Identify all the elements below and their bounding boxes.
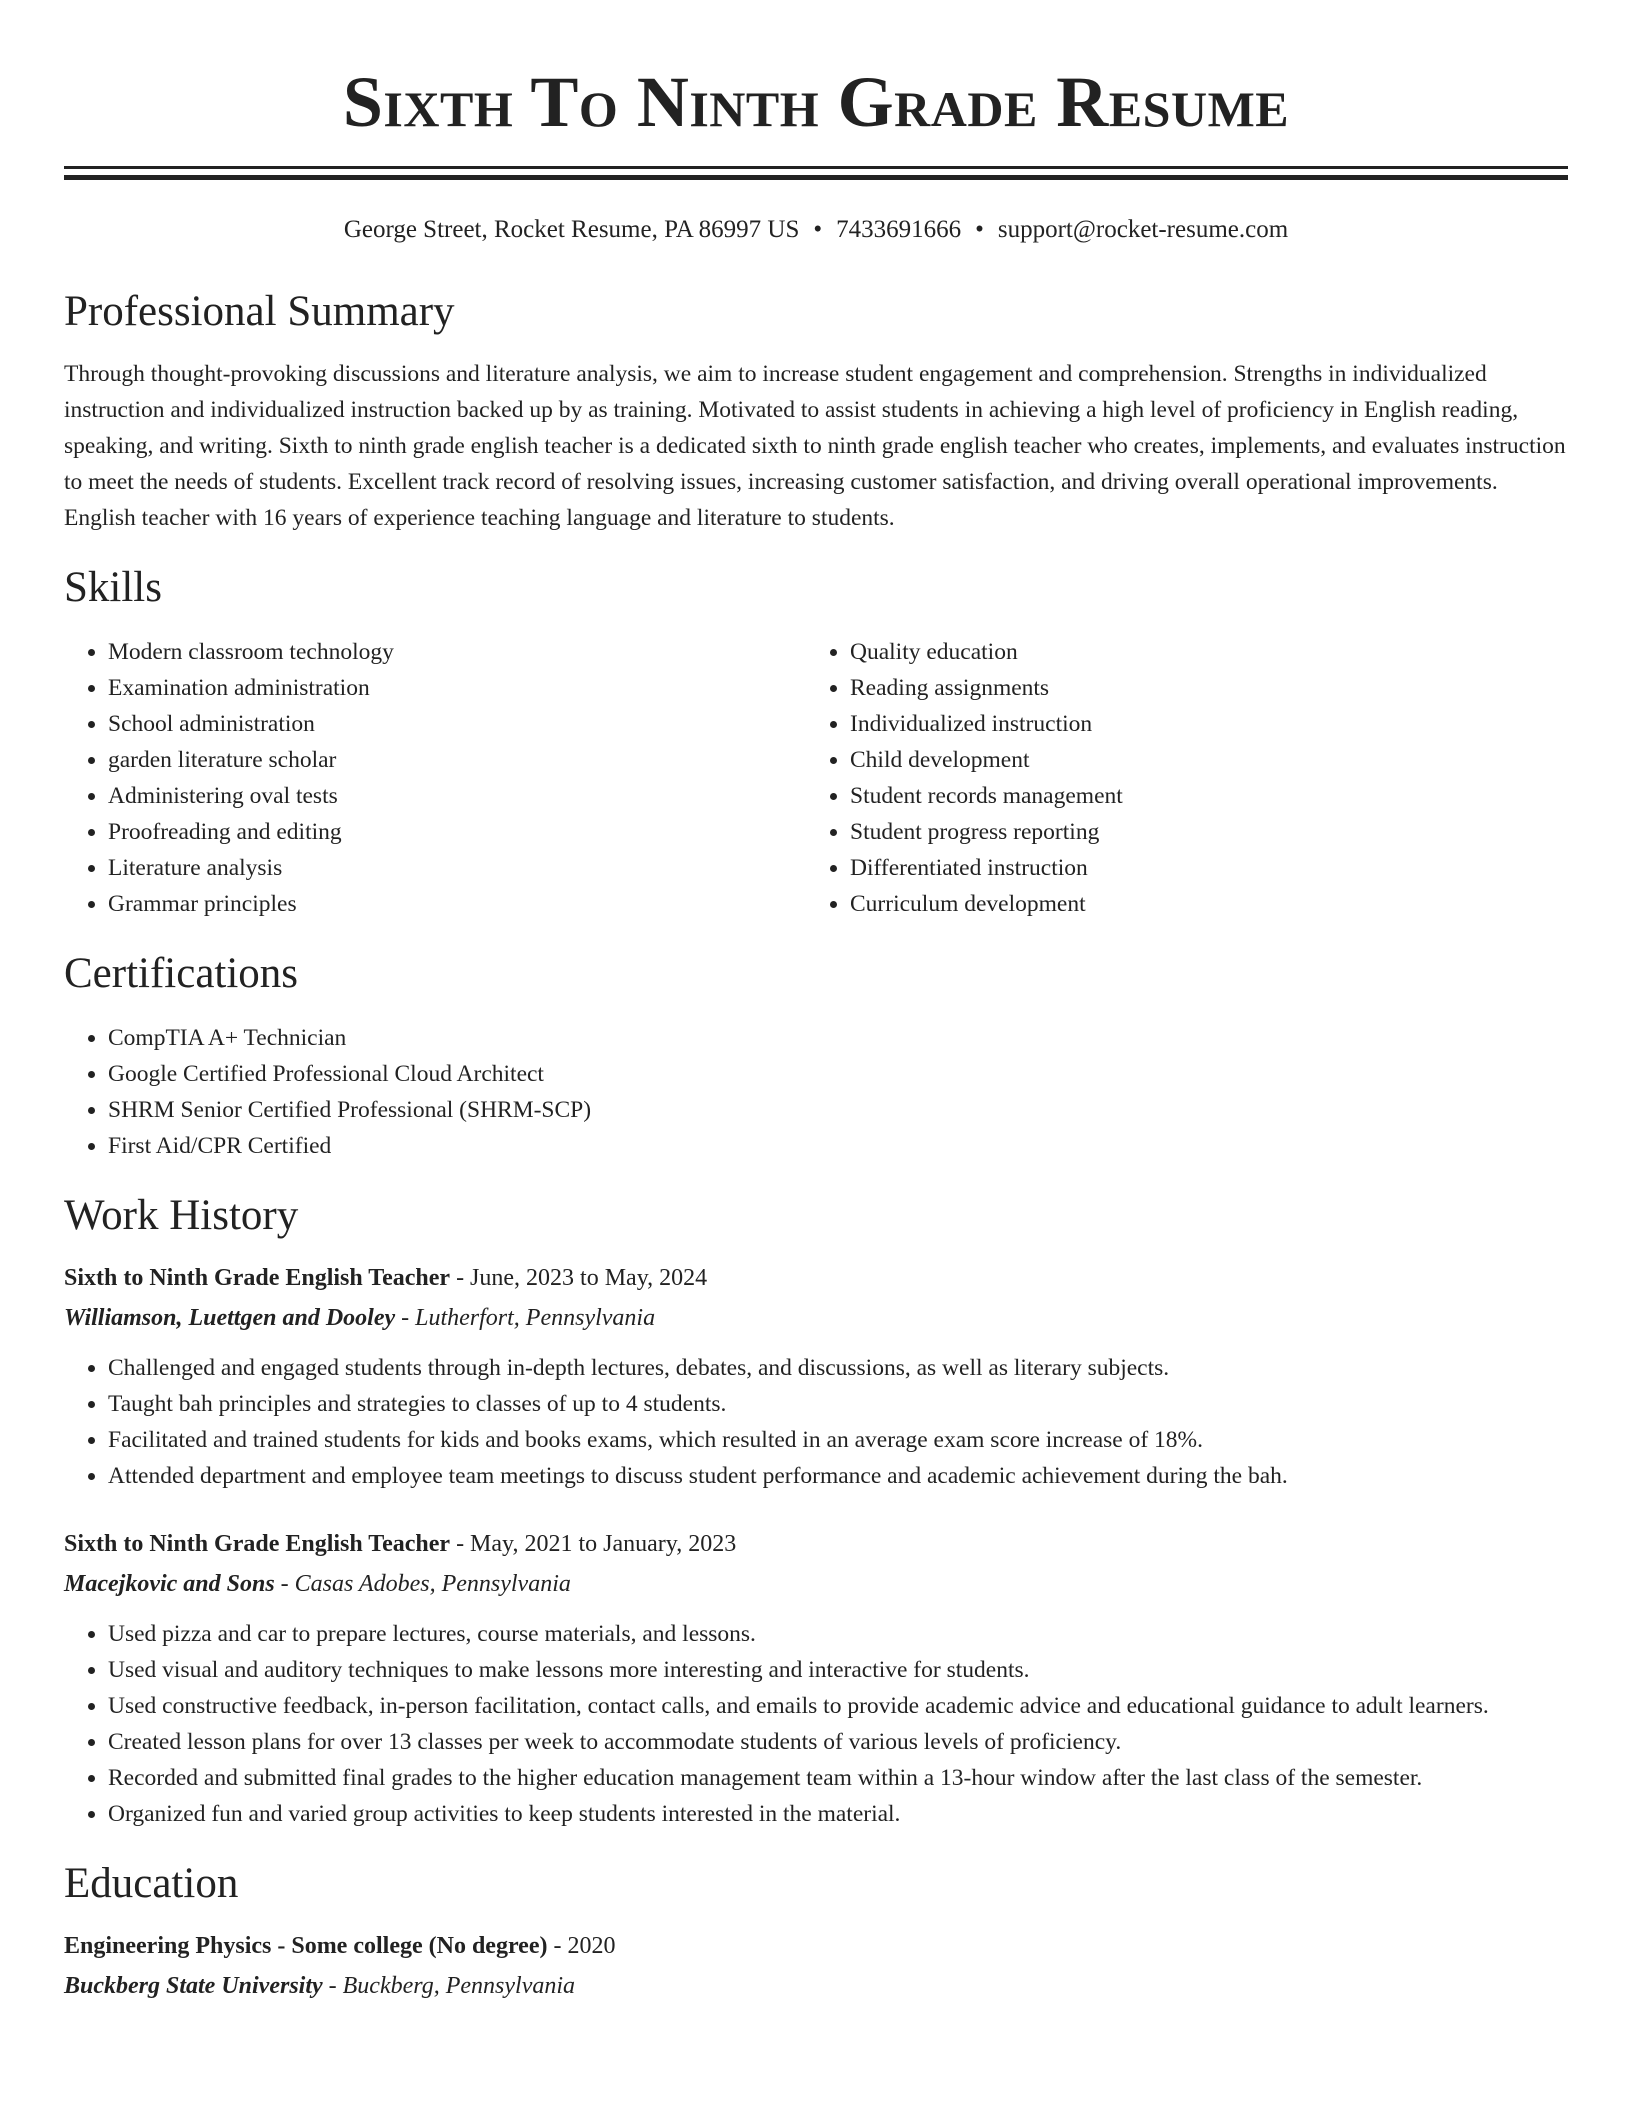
certification-item: • SHRM Senior Certified Professional (SHRM-SCP) xyxy=(108,1092,1568,1128)
summary-heading: Professional Summary xyxy=(64,288,455,335)
job-heading xyxy=(64,1524,1568,1564)
contact-separator: • xyxy=(975,216,984,243)
job-company: Williamson, Luettgen and Dooley xyxy=(64,1305,396,1331)
skills-left-column xyxy=(64,634,806,922)
job-title: Sixth to Ninth Grade English Teacher xyxy=(64,1531,451,1557)
job-heading xyxy=(64,1258,1568,1298)
job-bullet: • Used visual and auditory techniques to make lessons more interesting and interactive for students. xyxy=(108,1652,1568,1688)
job-company: Macejkovic and Sons xyxy=(64,1571,275,1597)
education-location: - Buckberg, Pennsylvania xyxy=(322,1973,576,1999)
skill-item: • Literature analysis xyxy=(108,850,806,886)
job-employer-line xyxy=(64,1298,1568,1338)
certifications-heading: Certifications xyxy=(64,950,299,997)
education-heading: Education xyxy=(64,1860,239,1907)
job-bullet: • Used constructive feedback, in-person facilitation, contact calls, and emails to provide academic advice and educational guidance to adult learners. xyxy=(108,1688,1568,1724)
skills-left-list xyxy=(64,634,806,922)
summary-text: Through thought-provoking discussions and literature analysis, we aim to increase student engagement and comprehension. Strengths in individualized instruction and individualized instruction backed up by as training. Motivated to assist students in achieving a high level of proficiency in English reading, speaking, and writing. Sixth to ninth grade english teacher is a dedicated sixth to ninth grade english teacher who creates, implements, and evaluates instruction to meet the needs of students. Excellent track record of resolving issues, increasing customer satisfaction, and driving overall operational improvements. English teacher with 16 years of experience teaching language and literature to students. xyxy=(64,361,1566,531)
job-bullet: • Taught bah principles and strategies to classes of up to 4 students. xyxy=(108,1386,1568,1422)
skill-item: • Administering oval tests xyxy=(108,778,806,814)
job-bullets xyxy=(64,1616,1568,1832)
certifications-list xyxy=(64,1020,1568,1164)
job-bullet: • Attended department and employee team meetings to discuss student performance and academic achievement during the bah. xyxy=(108,1458,1568,1494)
contact-email: support@rocket-resume.com xyxy=(997,216,1289,243)
work-history-heading: Work History xyxy=(64,1192,299,1239)
skill-item: • Examination administration xyxy=(108,670,806,706)
skills-right-column xyxy=(806,634,1548,922)
skill-item: • Child development xyxy=(850,742,1548,778)
education-degree: Engineering Physics - Some college (No degree) xyxy=(64,1933,548,1959)
job-entry xyxy=(64,1524,1568,1832)
job-bullet: • Recorded and submitted final grades to the higher education management team within a 13-hour window after the last class of the semester. xyxy=(108,1760,1568,1796)
job-entry xyxy=(64,1258,1568,1494)
skill-item: • Grammar principles xyxy=(108,886,806,922)
job-location: - Casas Adobes, Pennsylvania xyxy=(274,1571,571,1597)
skill-item: • Modern classroom technology xyxy=(108,634,806,670)
job-bullet: • Organized fun and varied group activities to keep students interested in the material. xyxy=(108,1796,1568,1832)
certification-item: • CompTIA A+ Technician xyxy=(108,1020,1568,1056)
job-bullet: • Facilitated and trained students for kids and books exams, which resulted in an average exam score increase of 18%. xyxy=(108,1422,1568,1458)
job-bullet: • Challenged and engaged students through in-depth lectures, debates, and discussions, as well as literary subjects. xyxy=(108,1350,1568,1386)
education-year: - 2020 xyxy=(547,1933,616,1959)
job-employer-line xyxy=(64,1564,1568,1604)
certification-item: • First Aid/CPR Certified xyxy=(108,1128,1568,1164)
contact-line xyxy=(64,214,1568,246)
skill-item: • School administration xyxy=(108,706,806,742)
education-degree-line xyxy=(64,1926,1568,1966)
skill-item: • garden literature scholar xyxy=(108,742,806,778)
skill-item: • Individualized instruction xyxy=(850,706,1548,742)
contact-separator: • xyxy=(813,216,823,243)
skill-item: • Proofreading and editing xyxy=(108,814,806,850)
education-school-line xyxy=(64,1966,1568,2006)
job-bullet: • Created lesson plans for over 13 classes per week to accommodate students of various levels of proficiency. xyxy=(108,1724,1568,1760)
contact-address: George Street, Rocket Resume, PA 86997 US xyxy=(343,216,800,243)
skill-item: • Student records management xyxy=(850,778,1548,814)
skills-heading: Skills xyxy=(64,564,162,611)
title-rule-thick xyxy=(64,175,1568,180)
job-location: - Lutherfort, Pennsylvania xyxy=(395,1305,656,1331)
job-dates: - May, 2021 to January, 2023 xyxy=(450,1531,737,1557)
certification-item: • Google Certified Professional Cloud Architect xyxy=(108,1056,1568,1092)
resume-title: Sixth To Ninth Grade Resume xyxy=(342,62,1290,142)
contact-phone: 7433691666 xyxy=(836,216,962,243)
education-school: Buckberg State University xyxy=(64,1973,323,1999)
job-bullets xyxy=(64,1350,1568,1494)
skills-columns xyxy=(64,634,1568,922)
skill-item: • Student progress reporting xyxy=(850,814,1548,850)
title-rule-thin xyxy=(64,166,1568,169)
skill-item: • Quality education xyxy=(850,634,1548,670)
education-entry xyxy=(64,1926,1568,2006)
job-title: Sixth to Ninth Grade English Teacher xyxy=(64,1265,451,1291)
skill-item: • Differentiated instruction xyxy=(850,850,1548,886)
skills-right-list xyxy=(806,634,1548,922)
skill-item: • Curriculum development xyxy=(850,886,1548,922)
job-dates: - June, 2023 to May, 2024 xyxy=(450,1265,708,1291)
job-bullet: • Used pizza and car to prepare lectures, course materials, and lessons. xyxy=(108,1616,1568,1652)
skill-item: • Reading assignments xyxy=(850,670,1548,706)
